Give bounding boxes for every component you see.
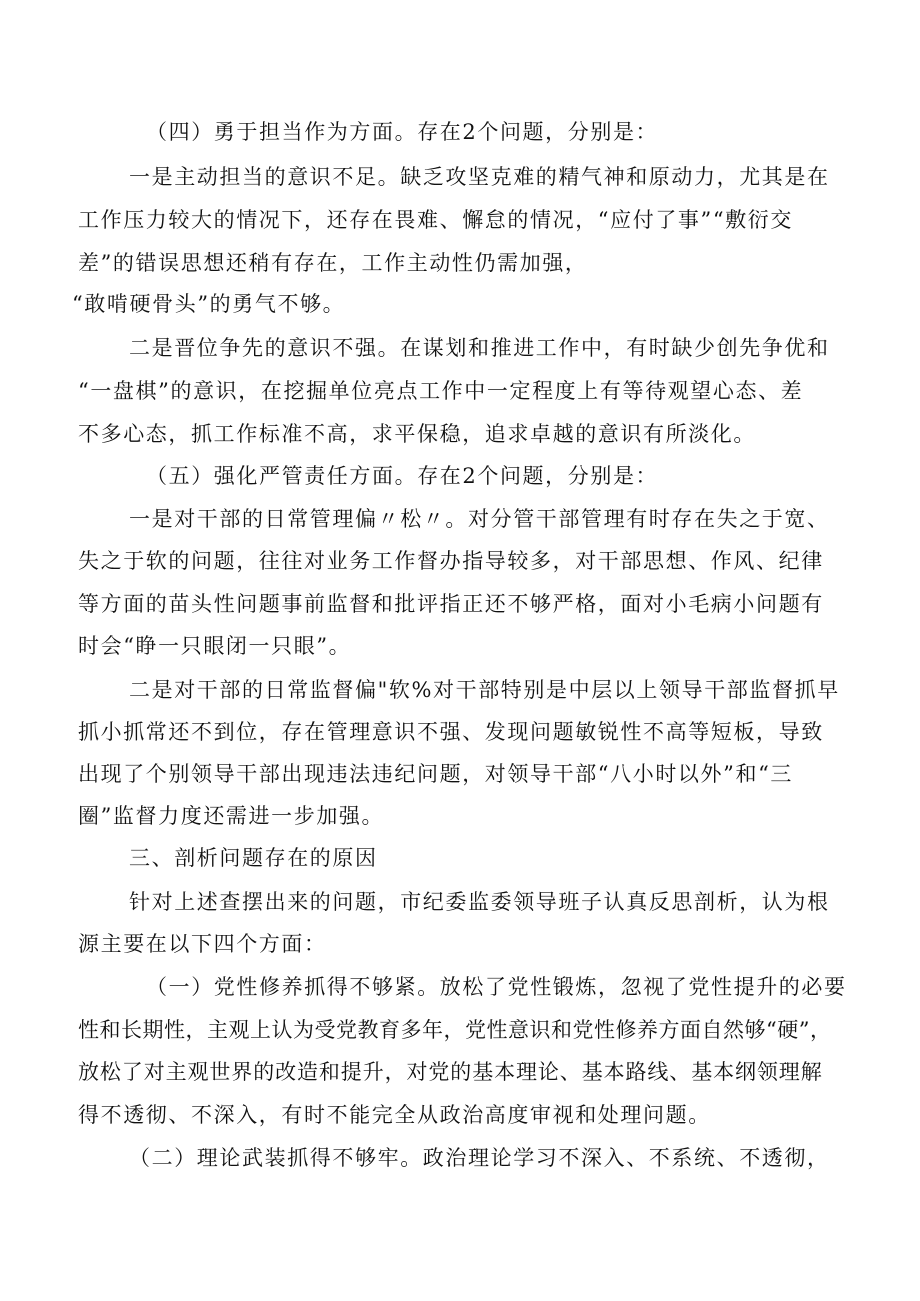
paragraph-line: 圈”监督力度还需进一步加强。 [78,804,385,828]
paragraph-line: 性和长期性，主观上认为受党教育多年，党性意识和党性修养方面自然够“硬”， [78,1018,832,1042]
section-heading-5: （五）强化严管责任方面。存在2个问题，分别是： [146,464,659,488]
paragraph-line: 差”的错误思想还稍有存在，工作主动性仍需加强， [78,251,588,275]
paragraph-line: “敢啃硬骨头”的勇气不够。 [72,292,346,316]
paragraph-line: 一是对干部的日常管理偏〃松〃。对分管干部管理有时存在失之于宽、 [129,507,830,531]
paragraph-line: 抓小抓常还不到位，存在管理意识不强、发现问题敏锐性不高等短板，导致 [78,720,824,744]
section-heading-3: 三、剖析问题存在的原因 [129,846,378,870]
paragraph-line: 失之于软的问题，往往对业务工作督办指导较多，对干部思想、作风、纪律 [78,549,824,573]
paragraph-line: 工作压力较大的情况下，还存在畏难、懈怠的情况，“应付了事”“敷衍交 [78,208,794,232]
paragraph-line: 针对上述查摆出来的问题，市纪委监委领导班子认真反思剖析，认为根 [129,890,830,914]
paragraph-line: 源主要在以下四个方面： [78,932,327,956]
paragraph-line: （一）党性修养抓得不够紧。放松了党性锻炼，忽视了党性提升的必要 [146,975,847,999]
paragraph-line: 一是主动担当的意识不足。缺乏攻坚克难的精气神和原动力，尤其是在 [129,165,830,189]
paragraph-line: “一盘棋”的意识，在挖掘单位亮点工作中一定程度上有等待观望心态、差 [78,379,804,403]
paragraph-line: 放松了对主观世界的改造和提升，对党的基本理论、基本路线、基本纲领理解 [78,1060,823,1084]
paragraph-line: 二是晋位争先的意识不强。在谋划和推进工作中，有时缺少创先争优和 [129,336,830,360]
paragraph-line: 时会“睁一只眼闭一只眼”。 [78,634,352,658]
paragraph-line: 等方面的苗头性问题事前监督和批评指正还不够严格，面对小毛病小问题有 [78,592,824,616]
paragraph-line: （二）理论武装抓得不够牢。政治理论学习不深入、不系统、不透彻， [129,1146,830,1170]
paragraph-line: 得不透彻、不深入，有时不能完全从政治高度审视和处理问题。 [78,1103,711,1127]
paragraph-line: 二是对干部的日常监督偏"软%对干部特别是中层以上领导干部监督抓早 [129,678,840,702]
section-heading-4: （四）勇于担当作为方面。存在2个问题，分别是： [146,120,659,144]
paragraph-line: 出现了个别领导干部出现违法违纪问题，对领导干部“八小时以外”和“三 [78,762,794,786]
paragraph-line: 不多心态，抓工作标准不高，求平保稳，追求卓越的意识有所淡化。 [78,422,756,446]
